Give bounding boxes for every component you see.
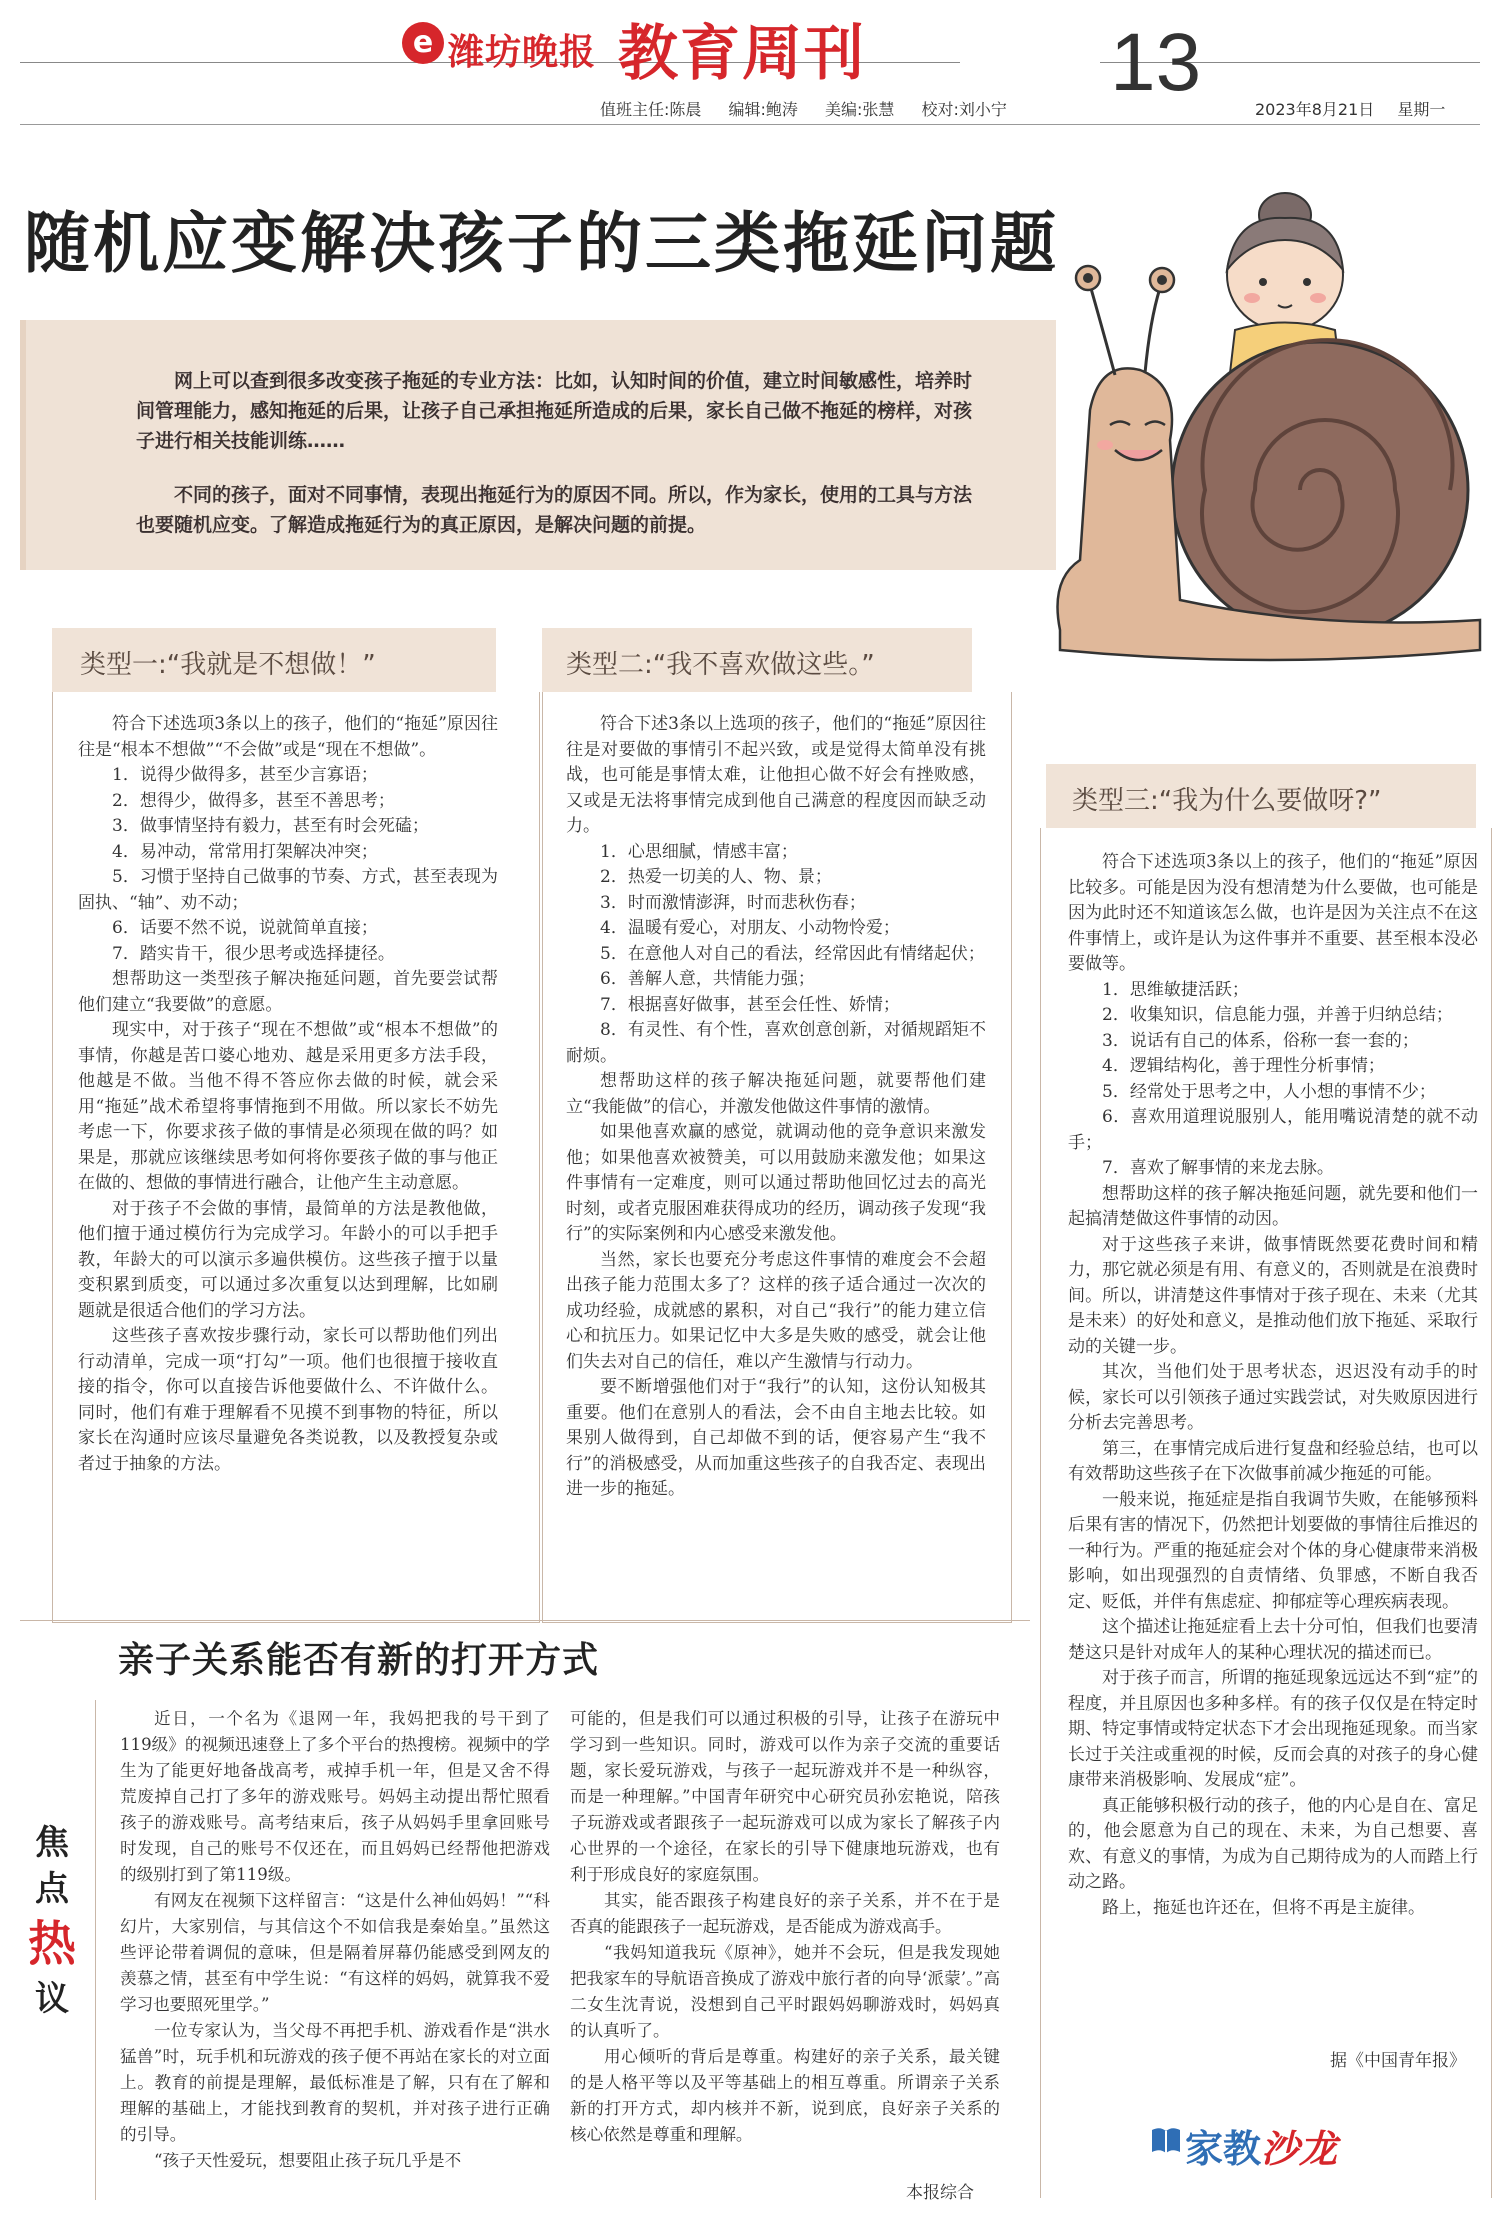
focus-divider (95, 1700, 96, 2200)
type3-paragraph: 符合下述选项3条以上的孩子，他们的“拖延”原因比较多。可能是因为没有想清楚为什么要做，也可能是因为此时还不知道该怎么做，也许是因为关注点不在这件事情上，或许是认为这件事并不重要、甚至根本没必要做等。 (1068, 852, 1478, 974)
book-icon (1148, 2122, 1184, 2158)
type1-list-item: 2．想得少，做得多，甚至不善思考； (112, 790, 395, 811)
type3-paragraph: 一般来说，拖延症是指自我调节失败，在能够预料后果有害的情况下，仍然把计划要做的事情往后推迟的一种行为。严重的拖延症会对个体的身心健康带来消极影响，如出现强烈的自责情绪、负罪感，不断自我否定、贬低，并伴有焦虑症、抑郁症等心理疾病表现。 (1068, 1489, 1478, 1612)
type3-list-item: 5．经常处于思考之中，人小想的事情不少； (1102, 1081, 1436, 1102)
staff-duty-editor: 值班主任:陈晨 (600, 100, 702, 119)
type1-list-item: 3．做事情坚持有毅力，甚至有时会死磕； (112, 816, 429, 836)
date-text: 2023年8月21日 (1255, 100, 1375, 119)
focus-char: 议 (35, 1979, 69, 2019)
type3-paragraph: 对于这些孩子来讲，做事情既然要花费时间和精力，那它就必须是有用、有意义的，否则就是在浪费时间。所以，讲清楚这件事情对于孩子现在、未来（尤其是未来）的好处和意义，是推动他们放下拖延、采取行动的关键一步。 (1068, 1234, 1478, 1357)
snail-girl-illustration (1020, 160, 1490, 670)
type1-paragraph: 这些孩子喜欢按步骤行动，家长可以帮助他们列出行动清单，完成一项“打勾”一项。他们也很擅于接收直接的指令，你可以直接告诉他要做什么、不许做什么。同时，他们有难于理解看不见摸不到事物的特征，所以家长在沟通时应该尽量避免各类说教，以及教授复杂或者过于抽象的方法。 (78, 1326, 498, 1474)
type1-paragraph: 现实中，对于孩子“现在不想做”或“根本不想做”的事情，你越是苦口婆心地劝、越是采用更多方法手段，他越是不做。当他不得不答应你去做的时候，就会采用“拖延”战术希望将事情拖到不用做。所以家长不妨先考虑一下，你要求孩子做的事情是必须现在做的吗？如果是，那就应该继续思考如何将你要孩子做的事与他正在做的、想做的事情进行融合，让他产生主动意愿。 (78, 1020, 498, 1193)
lower-headline: 亲子关系能否有新的打开方式 (118, 1640, 600, 1681)
staff-designer: 美编:张慧 (825, 100, 895, 119)
section-name: 教育周刊 (618, 19, 866, 89)
intro-box (20, 320, 1056, 570)
lower-paragraph: “我妈知道我玩《原神》，她并不会玩，但是我发现她把我家车的导航语音换成了游戏中旅行者的向导‘派蒙’。”高二女生沈青说，没想到自己平时跟妈妈聊游戏时，妈妈真的认真听了。 (570, 1943, 1000, 2040)
focus-char: 点 (35, 1869, 69, 1909)
paper-name: 潍坊晚报 (448, 32, 597, 73)
type3-paragraph: 真正能够积极行动的孩子，他的内心是自在、富足的，他会愿意为自己的现在、未来，为自己想要、喜欢、有意义的事情，为成为自己期待成为的人而踏上行动之路。 (1068, 1795, 1478, 1892)
type3-list-item: 2．收集知识，信息能力强，并善于归纳总结； (1102, 1005, 1453, 1025)
type2-paragraph: 如果他喜欢赢的感觉，就调动他的竞争意识来激发他；如果他喜欢被赞美，可以用鼓励来激发他；如果这件事情有一定难度，则可以通过帮助他回忆过去的高光时刻，或者克服困难获得成功的经历，调动孩子发现“我行”的实际案例和内心感受来激发他。 (566, 1122, 986, 1244)
type1-list-item: 6．话要不然不说，说就简单直接； (112, 918, 378, 938)
lower-paragraph: “孩子天性爱玩，想要阻止孩子玩几乎是不 (154, 2151, 462, 2170)
type1-paragraph: 符合下述选项3条以上的孩子，他们的“拖延”原因往往是“根本不想做”“不会做”或是“现在不想做”。 (78, 714, 498, 760)
lower-paragraph: 近日，一个名为《退网一年，我妈把我的号干到了119级》的视频迅速登上了多个平台的热搜榜。视频中的学生为了能更好地备战高考，戒掉手机一年，但是又舍不得荒废掉自己打了多年的游戏账号。妈妈主动提出帮忙照看孩子的游戏账号。高考结束后，孩子从妈妈手里拿回账号时发现，自己的账号不仅还在，而且妈妈已经帮他把游戏的级别打到了第119级。 (120, 1709, 550, 1884)
type1-list-item: 7．踏实肯干，很少思考或选择捷径。 (112, 943, 395, 964)
type3-header (1046, 764, 1476, 828)
type2-list-item: 4．温暖有爱心，对朋友、小动物怜爱； (600, 918, 900, 938)
brand-part2: 沙龙 (1261, 2127, 1338, 2171)
type2-paragraph: 想帮助这样的孩子解决拖延问题，就要帮他们建立“我能做”的信心，并激发他做这件事情的激情。 (566, 1071, 986, 1117)
type1-list-item: 4．易冲动，常常用打架解决冲突； (112, 841, 378, 862)
lower-section-rule (20, 1620, 1030, 1621)
type2-list-item: 2．热爱一切美的人、物、景； (600, 867, 832, 887)
type1-paragraph: 对于孩子不会做的事情，最简单的方法是教他做，他们擅于通过模仿行为完成学习。年龄小的可以手把手教，年龄大的可以演示多遍供模仿。这些孩子擅于以量变积累到质变，可以通过多次重复以达到理解，比如刷题就是很适合他们的学习方法。 (78, 1198, 498, 1321)
type2-list-item: 3．时而激情澎湃，时而悲秋伤春； (600, 892, 866, 913)
main-headline: 随机应变解决孩子的三类拖延问题 (24, 205, 1059, 282)
page-number: 13 (1110, 17, 1202, 108)
weekday-text: 星期一 (1397, 100, 1446, 119)
type1-list-item: 1．说得少做得多，甚至少言寡语； (112, 765, 378, 785)
type3-body (1068, 850, 1478, 1921)
type1-title: 类型一:“我就是不想做！” (80, 650, 376, 680)
focus-hot-topic-label (24, 1820, 80, 2022)
type1-list-item: 5．习惯于坚持自己做事的节奏、方式，甚至表现为固执、“轴”、劝不动； (78, 867, 498, 913)
type2-paragraph: 符合下述3条以上选项的孩子，他们的“拖延”原因往往是对要做的事情引不起兴致，或是觉得太简单没有挑战，也可能是事情太难，让他担心做不好会有挫败感，又或是无法将事情完成到他自己满意的程度因而缺乏动力。 (566, 714, 986, 836)
type2-list-item: 7．根据喜好做事，甚至会任性、娇情； (600, 994, 900, 1015)
staff-proofreader: 校对:刘小宁 (921, 100, 1007, 119)
issue-date (1255, 97, 1463, 120)
focus-char: 焦 (35, 1823, 69, 1863)
staff-credits (600, 97, 1029, 120)
type3-paragraph: 其次，当他们处于思考状态，迟迟没有动手的时候，家长可以引领孩子通过实践尝试，对失败原因进行分析去完善思考。 (1068, 1362, 1478, 1433)
type2-title: 类型二:“我不喜欢做这些。” (566, 650, 875, 680)
type2-list-item: 6．善解人意，共情能力强； (600, 969, 815, 989)
lower-paragraph: 有网友在视频下这样留言：“这是什么神仙妈妈！”“科幻片，大家别信，与其信这个不如信我是秦始皇。”虽然这些评论带着调侃的意味，但是隔着屏幕仍能感受到网友的羡慕之情，甚至有中学生说：“有这样的妈妈，就算我不爱学习也要照死里学。” (120, 1891, 550, 2014)
brand-part1: 家教 (1185, 2127, 1262, 2171)
type3-paragraph: 这个描述让拖延症看上去十分可怕，但我们也要清楚这只是针对成年人的某种心理状况的描述而已。 (1068, 1617, 1478, 1663)
intro-paragraph-1: 网上可以查到很多改变孩子拖延的专业方法：比如，认知时间的价值，建立时间敏感性，培养时间管理能力，感知拖延的后果，让孩子自己承担拖延所造成的后果，家长自己做不拖延的榜样，对孩子进行相关技能训练…… (136, 370, 973, 452)
type3-list-item: 6．喜欢用道理说服别人，能用嘴说清楚的就不动手； (1068, 1107, 1478, 1153)
type3-paragraph: 第三，在事情完成后进行复盘和经验总结，也可以有效帮助这些孩子在下次做事前减少拖延的可能。 (1068, 1438, 1478, 1484)
type2-list-item: 8．有灵性、有个性，喜欢创意创新，对循规蹈矩不耐烦。 (566, 1020, 986, 1066)
masthead-rule-bottom (20, 124, 1480, 125)
family-education-salon-brand (1185, 2118, 1337, 2173)
type2-paragraph: 当然，家长也要充分考虑这件事情的难度会不会超出孩子能力范围太多了？这样的孩子适合通过一次次的成功经验，成就感的累积，对自己“我行”的能力建立信心和抗压力。如果记忆中大多是失败的感受，就会让他们失去对自己的信任，难以产生激情与行动力。 (566, 1249, 986, 1372)
type3-list-item: 3．说话有自己的体系，俗称一套一套的； (1102, 1030, 1419, 1051)
type3-title: 类型三:“我为什么要做呀?” (1072, 786, 1382, 816)
lower-paragraph: 用心倾听的背后是尊重。构建好的亲子关系，最关键的是人格平等以及平等基础上的相互尊重。所谓亲子关系新的打开方式，却内核并不新，说到底，良好亲子关系的核心依然是尊重和理解。 (570, 2047, 1000, 2144)
type3-list-item: 1．思维敏捷活跃； (1102, 979, 1249, 1000)
staff-editor: 编辑:鲍涛 (728, 100, 798, 119)
type3-source: 据《中国青年报》 (1330, 2051, 1466, 2071)
type3-paragraph: 路上，拖延也许还在，但将不再是主旋律。 (1102, 1897, 1425, 1918)
type2-list-item: 5．在意他人对自己的看法，经常因此有情绪起伏； (600, 943, 985, 964)
type2-body (566, 712, 986, 1503)
paper-logo: e (402, 22, 444, 64)
lower-paragraph: 其实，能否跟孩子构建良好的亲子关系，并不在于是否真的能跟孩子一起玩游戏，是否能成为游戏高手。 (570, 1891, 1000, 1936)
intro-paragraph-2: 不同的孩子，面对不同事情，表现出拖延行为的原因不同。所以，作为家长，使用的工具与方法也要随机应变。了解造成拖延行为的真正原因，是解决问题的前提。 (136, 484, 973, 536)
lower-paragraph: 可能的，但是我们可以通过积极的引导，让孩子在游玩中学习到一些知识。同时，游戏可以作为亲子交流的重要话题，家长爱玩游戏，与孩子一起玩游戏并不是一种纵容，而是一种理解。”中国青年研究中心研究员孙宏艳说，陪孩子玩游戏或者跟孩子一起玩游戏可以成为家长了解孩子内心世界的一个途径，在家长的引导下健康地玩游戏，也有利于形成良好的家庭氛围。 (570, 1709, 1000, 1884)
focus-hot-char: 热 (27, 1916, 76, 1972)
type3-paragraph: 对于孩子而言，所谓的拖延现象远远达不到“症”的程度，并且原因也多种多样。有的孩子仅仅是在特定时期、特定事情或特定状态下才会出现拖延现象。而当家长过于关注或重视的时候，反而会真的对孩子的身心健康带来消极影响、发展成“症”。 (1068, 1668, 1478, 1790)
type1-paragraph: 想帮助这一类型孩子解决拖延问题，首先要尝试帮他们建立“我要做”的意愿。 (78, 969, 498, 1015)
type2-list-item: 1．心思细腻，情感丰富； (600, 841, 798, 862)
type2-paragraph: 要不断增强他们对于“我行”的认知，这份认知极其重要。他们在意别人的看法，会不由自主地去比较。如果别人做得到，自己却做不到的话，便容易产生“我不行”的消极感受，从而加重这些孩子的自我否定、表现出进一步的拖延。 (566, 1377, 986, 1499)
type3-list-item: 7．喜欢了解事情的来龙去脉。 (1102, 1158, 1334, 1178)
lower-column-1 (120, 1706, 550, 2174)
type1-header (52, 628, 496, 692)
type1-body (78, 712, 498, 1477)
lower-paragraph: 一位专家认为，当父母不再把手机、游戏看作是“洪水猛兽”时，玩手机和玩游戏的孩子便不再站在家长的对立面上。教育的前提是理解，最低标准是了解，只有在了解和理解的基础上，才能找到教育的契机，并对孩子进行正确的引导。 (120, 2021, 550, 2144)
lower-column-2 (570, 1706, 1000, 2148)
type3-list-item: 4．逻辑结构化，善于理性分析事情； (1102, 1056, 1385, 1076)
lower-source: 本报综合 (906, 2183, 974, 2203)
type2-header (542, 628, 972, 692)
type3-paragraph: 想帮助这样的孩子解决拖延问题，就先要和他们一起搞清楚做这件事情的动因。 (1068, 1183, 1478, 1229)
